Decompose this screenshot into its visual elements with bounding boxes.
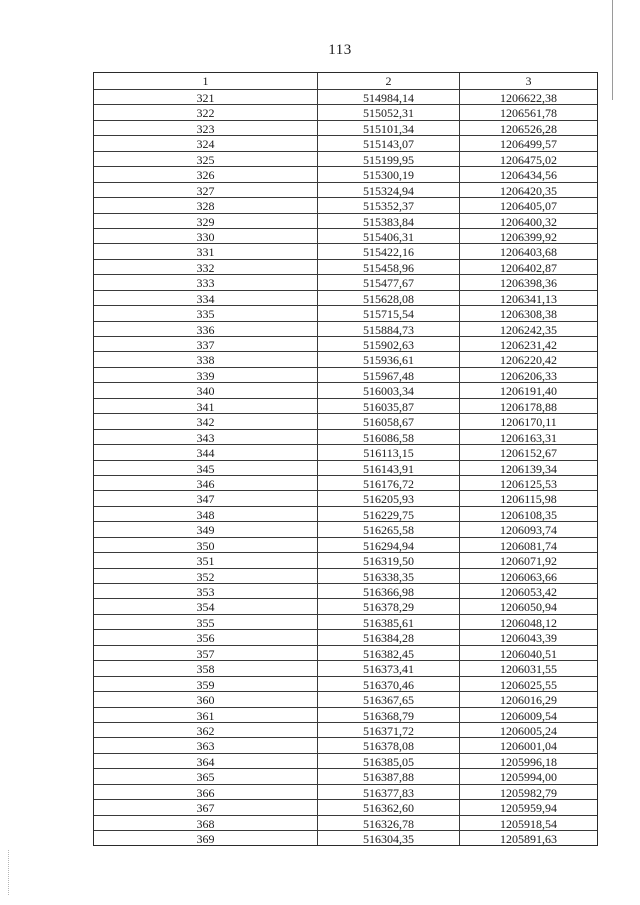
table-row [94, 351, 597, 366]
table-row [94, 151, 597, 166]
point-number-cell: 336 [94, 322, 318, 336]
table-row [94, 182, 597, 197]
table-row [94, 429, 597, 444]
x-coordinate-cell: 516143,91 [318, 461, 460, 475]
table-row [94, 274, 597, 289]
x-coordinate-cell: 516378,08 [318, 738, 460, 752]
x-coordinate-cell: 515383,84 [318, 214, 460, 228]
table-row [94, 537, 597, 552]
point-number-cell: 334 [94, 291, 318, 305]
y-coordinate-cell: 1206399,92 [500, 229, 557, 244]
header-cell-2: 2 [318, 73, 460, 89]
y-coordinate-cell: 1206025,55 [500, 677, 557, 692]
header-cell-1: 1 [94, 73, 318, 89]
table-row [94, 568, 597, 583]
x-coordinate-cell: 516362,60 [318, 800, 460, 814]
point-number-cell: 365 [94, 769, 318, 783]
point-number-cell: 331 [94, 244, 318, 258]
x-coordinate-cell: 515143,07 [318, 136, 460, 150]
x-coordinate-cell: 516113,15 [318, 445, 460, 459]
table-row [94, 259, 597, 274]
x-coordinate-cell: 516338,35 [318, 569, 460, 583]
x-coordinate-cell: 516368,79 [318, 708, 460, 722]
y-coordinate-cell: 1206308,38 [500, 307, 557, 321]
point-number-cell: 346 [94, 476, 318, 490]
y-coordinate-cell: 1206152,67 [500, 446, 557, 460]
point-number-cell: 352 [94, 569, 318, 583]
table-row [94, 799, 597, 814]
y-coordinate-cell: 1206048,12 [500, 615, 557, 630]
point-number-cell: 355 [94, 615, 318, 629]
scan-edge-mark [8, 850, 10, 895]
y-coordinate-cell: 1206178,88 [500, 399, 557, 414]
x-coordinate-cell: 515101,34 [318, 121, 460, 135]
y-coordinate-cell: 1206526,28 [500, 121, 557, 136]
x-coordinate-cell: 516385,61 [318, 615, 460, 629]
x-coordinate-cell: 515324,94 [318, 183, 460, 197]
y-coordinate-cell: 1206115,98 [500, 492, 557, 506]
y-coordinate-cell: 1206125,53 [500, 476, 557, 491]
point-number-cell: 343 [94, 430, 318, 444]
page-number: 113 [328, 42, 352, 58]
x-coordinate-cell: 516176,72 [318, 476, 460, 490]
point-number-cell: 337 [94, 337, 318, 351]
x-coordinate-cell: 515967,48 [318, 368, 460, 382]
point-number-cell: 349 [94, 522, 318, 536]
table-row [94, 815, 597, 830]
x-coordinate-cell: 516371,72 [318, 723, 460, 737]
table-row [94, 768, 597, 783]
x-coordinate-cell: 516003,34 [318, 383, 460, 397]
point-number-cell: 368 [94, 816, 318, 830]
y-coordinate-cell: 1206206,33 [500, 368, 557, 383]
table-row [94, 552, 597, 567]
table-row [94, 444, 597, 459]
y-coordinate-cell: 1206005,24 [500, 723, 557, 738]
table-row [94, 583, 597, 598]
table-row [94, 321, 597, 336]
y-coordinate-cell: 1206499,57 [500, 137, 557, 151]
point-number-cell: 323 [94, 121, 318, 135]
point-number-cell: 357 [94, 646, 318, 660]
y-coordinate-cell: 1206163,31 [500, 430, 557, 445]
y-coordinate-cell: 1206108,35 [500, 507, 557, 522]
table-row [94, 166, 597, 181]
point-number-cell: 351 [94, 553, 318, 567]
point-number-cell: 332 [94, 260, 318, 274]
point-number-cell: 341 [94, 399, 318, 413]
y-coordinate-cell: 1206398,36 [500, 276, 557, 290]
point-number-cell: 325 [94, 152, 318, 166]
table-row [94, 228, 597, 243]
y-coordinate-cell: 1206040,51 [500, 646, 557, 661]
point-number-cell: 366 [94, 785, 318, 799]
point-number-cell: 345 [94, 461, 318, 475]
y-coordinate-cell: 1205891,63 [500, 832, 557, 846]
table-row [94, 305, 597, 320]
x-coordinate-cell: 516385,05 [318, 754, 460, 768]
x-coordinate-cell: 516319,50 [318, 553, 460, 567]
table-header-row [94, 73, 597, 89]
y-coordinate-cell: 1206081,74 [500, 538, 557, 553]
y-coordinate-cell: 1206093,74 [500, 523, 557, 537]
x-coordinate-cell: 516378,29 [318, 599, 460, 613]
y-coordinate-cell: 1206405,07 [500, 199, 557, 213]
table-row [94, 290, 597, 305]
x-coordinate-cell: 514984,14 [318, 90, 460, 104]
table-row [94, 475, 597, 490]
table-row [94, 490, 597, 505]
x-coordinate-cell: 515199,95 [318, 152, 460, 166]
y-coordinate-cell: 1205994,00 [500, 770, 557, 784]
y-coordinate-cell: 1206139,34 [500, 461, 557, 475]
x-coordinate-cell: 516304,35 [318, 831, 460, 845]
point-number-cell: 363 [94, 738, 318, 752]
point-number-cell: 361 [94, 708, 318, 722]
x-coordinate-cell: 516265,58 [318, 522, 460, 536]
x-coordinate-cell: 516294,94 [318, 538, 460, 552]
y-coordinate-cell: 1205918,54 [500, 816, 557, 830]
table-row [94, 336, 597, 351]
point-number-cell: 359 [94, 677, 318, 691]
point-number-cell: 330 [94, 229, 318, 243]
point-number-cell: 342 [94, 414, 318, 428]
point-number-cell: 321 [94, 90, 318, 104]
point-number-cell: 338 [94, 352, 318, 366]
header-cell-3: 3 [525, 74, 532, 88]
table-row [94, 413, 597, 428]
y-coordinate-cell: 1206434,56 [500, 168, 557, 182]
y-coordinate-cell: 1206242,35 [500, 322, 557, 336]
table-row [94, 243, 597, 258]
y-coordinate-cell: 1206053,42 [500, 585, 557, 599]
x-coordinate-cell: 516377,83 [318, 785, 460, 799]
x-coordinate-cell: 515458,96 [318, 260, 460, 274]
x-coordinate-cell: 516326,78 [318, 816, 460, 830]
point-number-cell: 333 [94, 275, 318, 289]
table-row [94, 104, 597, 119]
y-coordinate-cell: 1206031,55 [500, 662, 557, 676]
point-number-cell: 350 [94, 538, 318, 552]
table-row [94, 676, 597, 691]
y-coordinate-cell: 1206475,02 [500, 152, 557, 167]
y-coordinate-cell: 1206001,04 [500, 739, 557, 753]
table-row [94, 707, 597, 722]
x-coordinate-cell: 515936,61 [318, 352, 460, 366]
y-coordinate-cell: 1206561,78 [500, 106, 557, 120]
y-coordinate-cell: 1206402,87 [500, 260, 557, 275]
table-row [94, 120, 597, 135]
table-row [94, 460, 597, 475]
point-number-cell: 327 [94, 183, 318, 197]
x-coordinate-cell: 516058,67 [318, 414, 460, 428]
x-coordinate-cell: 515352,37 [318, 198, 460, 212]
table-row [94, 784, 597, 799]
y-coordinate-cell: 1206063,66 [500, 569, 557, 583]
point-number-cell: 360 [94, 692, 318, 706]
table-row [94, 521, 597, 536]
y-coordinate-cell: 1206050,94 [500, 600, 557, 614]
table-row [94, 830, 597, 845]
x-coordinate-cell: 516035,87 [318, 399, 460, 413]
point-number-cell: 353 [94, 584, 318, 598]
x-coordinate-cell: 516382,45 [318, 646, 460, 660]
y-coordinate-cell: 1206009,54 [500, 708, 557, 722]
point-number-cell: 354 [94, 599, 318, 613]
table-row [94, 645, 597, 660]
point-number-cell: 362 [94, 723, 318, 737]
table-row [94, 753, 597, 768]
y-coordinate-cell: 1205982,79 [500, 785, 557, 800]
x-coordinate-cell: 516366,98 [318, 584, 460, 598]
table-row [94, 629, 597, 644]
point-number-cell: 348 [94, 507, 318, 521]
table-row [94, 598, 597, 613]
x-coordinate-cell: 515902,63 [318, 337, 460, 351]
x-coordinate-cell: 516205,93 [318, 491, 460, 505]
x-coordinate-cell: 516086,58 [318, 430, 460, 444]
y-coordinate-cell: 1206400,32 [500, 214, 557, 228]
y-coordinate-cell: 1206191,40 [500, 384, 557, 398]
x-coordinate-cell: 516387,88 [318, 769, 460, 783]
y-coordinate-cell: 1206341,13 [500, 291, 557, 306]
x-coordinate-cell: 515300,19 [318, 167, 460, 181]
table-row [94, 722, 597, 737]
table-row [94, 660, 597, 675]
point-number-cell: 328 [94, 198, 318, 212]
point-number-cell: 322 [94, 105, 318, 119]
point-number-cell: 344 [94, 445, 318, 459]
y-coordinate-cell: 1205959,94 [500, 801, 557, 815]
table-row [94, 89, 597, 104]
x-coordinate-cell: 516229,75 [318, 507, 460, 521]
point-number-cell: 335 [94, 306, 318, 320]
x-coordinate-cell: 515477,67 [318, 275, 460, 289]
point-number-cell: 369 [94, 831, 318, 845]
y-coordinate-cell: 1206071,92 [500, 554, 557, 568]
y-coordinate-cell: 1206016,29 [500, 693, 557, 707]
point-number-cell: 364 [94, 754, 318, 768]
x-coordinate-cell: 515715,54 [318, 306, 460, 320]
table-row [94, 367, 597, 382]
point-number-cell: 358 [94, 661, 318, 675]
y-coordinate-cell: 1206420,35 [500, 183, 557, 198]
x-coordinate-cell: 515628,08 [318, 291, 460, 305]
table-row [94, 398, 597, 413]
x-coordinate-cell: 516373,41 [318, 661, 460, 675]
table-row [94, 135, 597, 150]
coordinates-table [93, 72, 598, 846]
x-coordinate-cell: 515406,31 [318, 229, 460, 243]
table-row [94, 691, 597, 706]
x-coordinate-cell: 516367,65 [318, 692, 460, 706]
x-coordinate-cell: 515052,31 [318, 105, 460, 119]
point-number-cell: 324 [94, 136, 318, 150]
y-coordinate-cell: 1206220,42 [500, 353, 557, 367]
x-coordinate-cell: 515422,16 [318, 244, 460, 258]
y-coordinate-cell: 1205996,18 [500, 754, 557, 769]
point-number-cell: 329 [94, 214, 318, 228]
table-row [94, 382, 597, 397]
table-row [94, 197, 597, 212]
y-coordinate-cell: 1206231,42 [500, 338, 557, 352]
table-row [94, 737, 597, 752]
y-coordinate-cell: 1206043,39 [500, 631, 557, 645]
point-number-cell: 347 [94, 491, 318, 505]
x-coordinate-cell: 515884,73 [318, 322, 460, 336]
point-number-cell: 339 [94, 368, 318, 382]
y-coordinate-cell: 1206170,11 [500, 415, 557, 429]
point-number-cell: 340 [94, 383, 318, 397]
x-coordinate-cell: 516370,46 [318, 677, 460, 691]
x-coordinate-cell: 516384,28 [318, 630, 460, 644]
point-number-cell: 356 [94, 630, 318, 644]
table-row [94, 506, 597, 521]
table-row [94, 614, 597, 629]
point-number-cell: 326 [94, 167, 318, 181]
y-coordinate-cell: 1206622,38 [500, 91, 557, 105]
point-number-cell: 367 [94, 800, 318, 814]
y-coordinate-cell: 1206403,68 [500, 245, 557, 259]
table-row [94, 213, 597, 228]
